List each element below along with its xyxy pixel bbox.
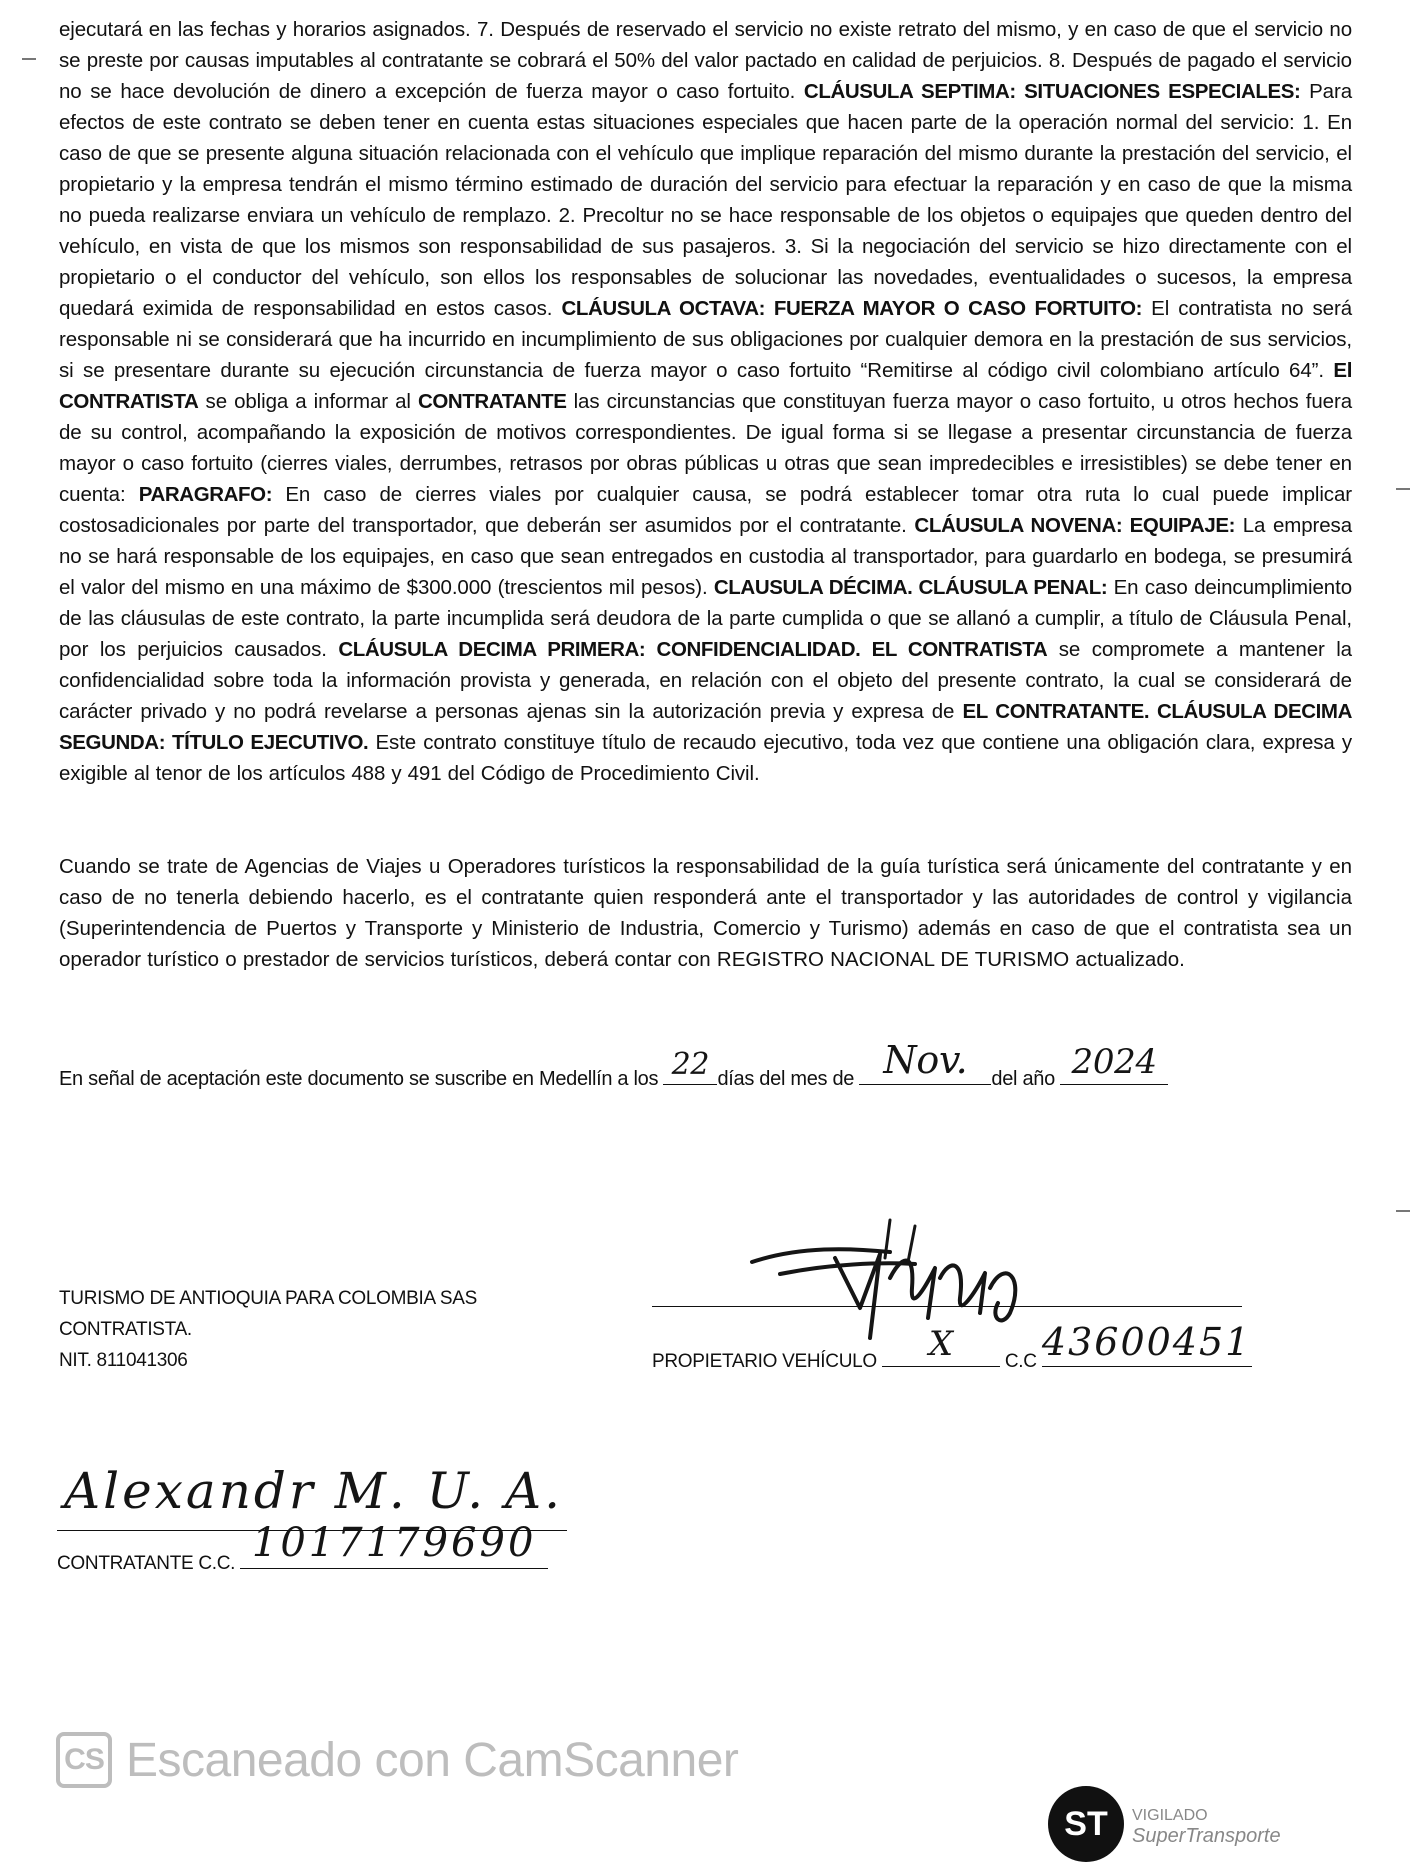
supertransporte-logo-icon: ST <box>1048 1786 1124 1862</box>
supertransporte-seal <box>1048 1786 1281 1862</box>
month-blank <box>859 1038 991 1085</box>
contract-clauses-paragraph: ejecutará en las fechas y horarios asignados. 7. Después de reservado el servicio no existe retrato del mismo, y en caso de que el servicio no se preste por causas imputables al contratante se cobrará el 50% del valor pactado en calidad de perjuicios. 8. Después de pagado el servicio no se hace devolución de dinero a excepción de fuerza mayor o caso fortuito. CLÁUSULA SEPTIMA: SITUACIONES ESPECIALES: Para efectos de este contrato se deben tener en cuenta estas situaciones especiales que hacen parte de la operación normal del servicio: 1. En caso de que se presente alguna situación relacionada con el vehículo que implique reparación del mismo durante la prestación del servicio, el propietario y la empresa tendrán el mismo término estimado de duración del servicio para efectuar la reparación y en caso de que la misma no pueda realizarse enviara un vehículo de remplazo. 2. Precoltur no se hace responsable de los objetos o equipajes que queden dentro del vehículo, en vista de que los mismos son responsabilidad de sus pasajeros. 3. Si la negociación del servicio se hizo directamente con el propietario o el conductor del vehículo, son ellos los responsables de solucionar las novedades, eventualidades o sucesos, la empresa quedará eximida de responsabilidad en estos casos. CLÁUSULA OCTAVA: FUERZA MAYOR O CASO FORTUITO: El contratista no será responsable ni se considerará que ha incurrido en incumplimiento de sus obligaciones por cualquier demora en la prestación de sus servicios, si se presentare durante su ejecución circunstancia de fuerza mayor o caso fortuito “Remitirse al código civil colombiano artículo 64”. El CONTRATISTA se obliga a informar al CONTRATANTE las circunstancias que constituyan fuerza mayor o caso fortuito, u otros hechos fuera de su control, acompañando la exposición de motivos correspondientes. De igual forma si se llegase a presentar circunstancia de fuerza mayor o caso fortuito (cierres viales, derrumbes, retrasos por obras públicas u otras que sean impredecibles e irresistibles) se debe tener en cuenta: PARAGRAFO: En caso de cierres viales por cualquier causa, se podrá establecer tomar otra ruta lo cual puede implicar costosadicionales por parte del transportador, que deberán ser asumidos por el contratante. CLÁUSULA NOVENA: EQUIPAJE: La empresa no se hará responsable de los equipajes, en caso que sean entregados en custodia al transportador, para guardarlo en bodega, se presumirá el valor del mismo en una máximo de $300.000 (trescientos mil pesos). CLAUSULA DÉCIMA. CLÁUSULA PENAL: En caso deincumplimiento de las cláusulas de este contrato, la parte incumplida será deudora de la parte cumplida o que se allanó a cumplir, a título de Cláusula Penal, por los perjuicios causados. CLÁUSULA DECIMA PRIMERA: CONFIDENCIALIDAD. EL CONTRATISTA se compromete a mantener la confidencialidad sobre toda la información provista y generada, en relación con el objeto del presente contrato, la cual se considerará de carácter privado y no podrá revelarse a personas ajenas sin la autorización previa y expresa de EL CONTRATANTE. CLÁUSULA DECIMA SEGUNDA: TÍTULO EJECUTIVO. Este contrato constituye título de recaudo ejecutivo, toda vez que contiene una obligación clara, expresa y exigible al tenor de los artículos 488 y 491 del Código de Procedimiento Civil. <box>59 18 1353 785</box>
watermark-text: Escaneado con CamScanner <box>126 1733 739 1787</box>
owner-mark: X <box>928 1324 953 1364</box>
owner-mark-blank <box>882 1324 1000 1367</box>
camscanner-watermark <box>56 1732 738 1788</box>
client-cc-blank <box>240 1520 548 1569</box>
tourism-agencies-paragraph: Cuando se trate de Agencias de Viajes u Operadores turísticos la responsabilidad de la guía turística será únicamente del contratante y en caso de no tenerla debiendo hacerlo, es el contratante quien responderá ante el transportador y las autoridades de control y vigilancia (Superintendencia de Puertos y Transporte y Ministerio de Industria, Comercio y Turismo) además en caso de que el contratista sea un operador turístico o prestador de servicios turísticos, deberá contar con REGISTRO NACIONAL DE TURISMO actualizado. <box>59 855 1352 971</box>
camscanner-logo-icon: CS <box>56 1732 112 1788</box>
days-label: días del mes de <box>717 1068 855 1090</box>
scan-mark <box>22 58 36 60</box>
contractor-nit: NIT. 811041306 <box>59 1350 188 1371</box>
contractor-block <box>59 1283 477 1376</box>
client-label: CONTRATANTE C.C. <box>57 1553 236 1574</box>
day-blank <box>663 1047 717 1085</box>
owner-signature-line <box>652 1306 1242 1307</box>
acceptance-line <box>59 1038 1168 1091</box>
owner-label: PROPIETARIO VEHÍCULO <box>652 1351 877 1372</box>
scan-mark <box>1396 1210 1410 1212</box>
month-value: Nov. <box>883 1038 968 1082</box>
contractor-name: TURISMO DE ANTIOQUIA PARA COLOMBIA SAS <box>59 1288 477 1309</box>
owner-line <box>652 1320 1252 1373</box>
scan-mark <box>1396 488 1410 490</box>
year-blank <box>1060 1042 1168 1085</box>
seal-text <box>1132 1806 1281 1846</box>
client-line <box>57 1520 548 1575</box>
year-value: 2024 <box>1071 1042 1157 1082</box>
owner-cc: 43600451 <box>1041 1320 1252 1364</box>
year-label: del año <box>991 1068 1055 1090</box>
owner-cc-blank <box>1041 1320 1252 1367</box>
acceptance-prefix: En señal de aceptación este documento se suscribe en Medellín a los <box>59 1068 659 1090</box>
seal-line2: SuperTransporte <box>1132 1825 1281 1847</box>
client-signature: Alexandr M. U. A. <box>64 1462 564 1520</box>
day-value: 22 <box>671 1047 710 1082</box>
contractor-role: CONTRATISTA. <box>59 1319 192 1340</box>
owner-cc-label: C.C <box>1004 1351 1037 1372</box>
seal-line1: VIGILADO <box>1132 1807 1208 1824</box>
client-cc: 1017179690 <box>251 1520 537 1566</box>
